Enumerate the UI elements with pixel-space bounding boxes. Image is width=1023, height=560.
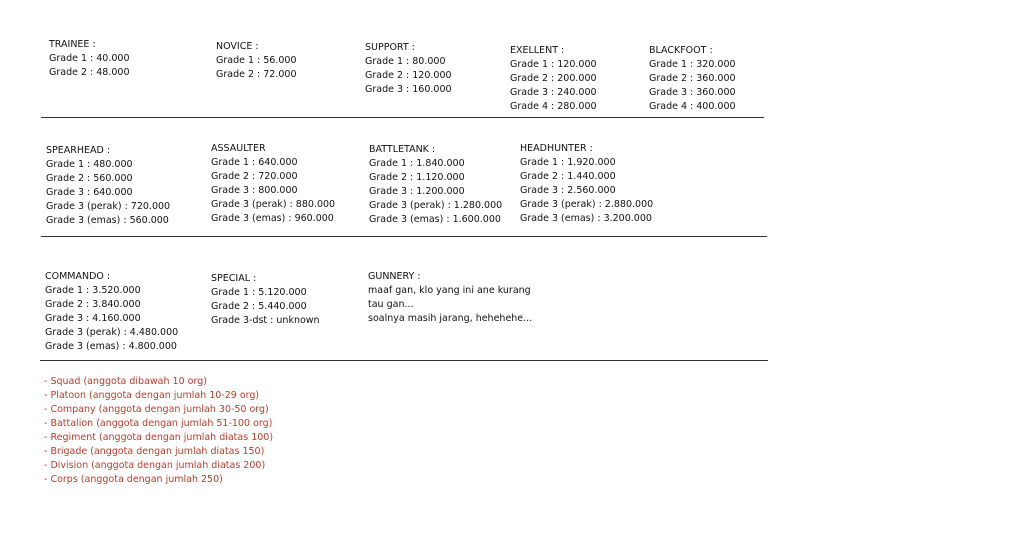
grade-line: Grade 3 (emas) : 4.800.000: [45, 341, 177, 352]
grade-line: Grade 3-dst : unknown: [211, 315, 320, 326]
grade-line: Grade 1 : 80.000: [365, 56, 446, 67]
rank-block-trainee: [49, 38, 130, 80]
list-item: - Company (anggota dengan jumlah 30-50 org): [44, 404, 269, 415]
rank-title: BATTLETANK :: [369, 144, 436, 155]
list-item: - Battalion (anggota dengan jumlah 51-100 org): [44, 418, 273, 429]
grade-line: Grade 2 : 200.000: [510, 73, 597, 84]
grade-line: Grade 3 (emas) : 1.600.000: [369, 214, 501, 225]
rank-block-support: [365, 41, 452, 97]
grade-line: Grade 3 (emas) : 3.200.000: [520, 213, 652, 224]
grade-line: Grade 3 (perak) : 1.280.000: [369, 200, 503, 211]
unit-size-list: [44, 375, 273, 487]
note-line: maaf gan, klo yang ini ane kurang: [368, 285, 531, 296]
grade-line: Grade 3 (perak) : 4.480.000: [45, 327, 179, 338]
grade-line: Grade 4 : 280.000: [510, 101, 597, 112]
grade-line: Grade 1 : 3.520.000: [45, 285, 141, 296]
rank-block-novice: [216, 40, 297, 82]
list-item: - Brigade (anggota dengan jumlah diatas 150): [44, 446, 265, 457]
rank-block-blackfoot: [649, 44, 736, 114]
grade-line: Grade 3 : 160.000: [365, 84, 452, 95]
grade-line: Grade 1 : 5.120.000: [211, 287, 307, 298]
section-divider: [40, 360, 768, 361]
grade-line: Grade 1 : 40.000: [49, 53, 130, 64]
grade-line: Grade 3 (perak) : 720.000: [46, 201, 171, 212]
grade-line: Grade 3 : 4.160.000: [45, 313, 141, 324]
grade-line: Grade 3 : 800.000: [211, 185, 298, 196]
grade-line: Grade 3 : 1.200.000: [369, 186, 465, 197]
rank-block-commando: [45, 270, 178, 354]
grade-line: Grade 2 : 720.000: [211, 171, 298, 182]
grade-line: Grade 2 : 72.000: [216, 69, 297, 80]
rank-title: SPECIAL :: [211, 273, 257, 284]
grade-line: Grade 3 (emas) : 560.000: [46, 215, 169, 226]
grade-line: Grade 1 : 1.920.000: [520, 157, 616, 168]
grade-line: Grade 2 : 48.000: [49, 67, 130, 78]
list-item: - Squad (anggota dibawah 10 org): [44, 376, 207, 387]
rank-title: TRAINEE :: [49, 39, 96, 50]
rank-title: BLACKFOOT :: [649, 45, 713, 56]
grade-line: Grade 1 : 480.000: [46, 159, 133, 170]
grade-line: Grade 3 (emas) : 960.000: [211, 213, 334, 224]
grade-line: Grade 2 : 560.000: [46, 173, 133, 184]
list-item: - Corps (anggota dengan jumlah 250): [44, 474, 223, 485]
list-item: - Regiment (anggota dengan jumlah diatas 100): [44, 432, 274, 443]
grade-line: Grade 2 : 120.000: [365, 70, 452, 81]
grade-line: Grade 4 : 400.000: [649, 101, 736, 112]
grade-line: Grade 3 (perak) : 880.000: [211, 199, 336, 210]
rank-title: GUNNERY :: [368, 271, 421, 282]
rank-title: HEADHUNTER :: [520, 143, 593, 154]
grade-line: Grade 2 : 1.120.000: [369, 172, 465, 183]
rank-title: SUPPORT :: [365, 42, 415, 53]
grade-line: Grade 2 : 3.840.000: [45, 299, 141, 310]
rank-block-gunnery: [368, 270, 532, 326]
note-line: soalnya masih jarang, hehehehe...: [368, 313, 533, 324]
grade-line: Grade 1 : 640.000: [211, 157, 298, 168]
rank-title: ASSAULTER: [211, 143, 266, 154]
rank-block-assaulter: [211, 142, 335, 226]
grade-line: Grade 2 : 1.440.000: [520, 171, 616, 182]
grade-line: Grade 3 : 640.000: [46, 187, 133, 198]
grade-line: Grade 2 : 5.440.000: [211, 301, 307, 312]
rank-title: SPEARHEAD :: [46, 145, 111, 156]
list-item: - Division (anggota dengan jumlah diatas 200): [44, 460, 266, 471]
grade-line: Grade 1 : 1.840.000: [369, 158, 465, 169]
rank-block-battletank: [369, 143, 502, 227]
grade-line: Grade 3 : 360.000: [649, 87, 736, 98]
rank-block-spearhead: [46, 144, 170, 228]
grade-line: Grade 1 : 56.000: [216, 55, 297, 66]
rank-title: NOVICE :: [216, 41, 259, 52]
grade-line: Grade 3 : 2.560.000: [520, 185, 616, 196]
rank-block-exellent: [510, 44, 597, 114]
rank-title: COMMANDO :: [45, 271, 111, 282]
rank-title: EXELLENT :: [510, 45, 565, 56]
grade-line: Grade 1 : 120.000: [510, 59, 597, 70]
grade-line: Grade 2 : 360.000: [649, 73, 736, 84]
grade-line: Grade 3 : 240.000: [510, 87, 597, 98]
list-item: - Platoon (anggota dengan jumlah 10-29 org): [44, 390, 260, 401]
rank-block-headhunter: [520, 142, 653, 226]
rank-block-special: [211, 272, 320, 328]
grade-line: Grade 1 : 320.000: [649, 59, 736, 70]
section-divider: [41, 117, 764, 118]
grade-line: Grade 3 (perak) : 2.880.000: [520, 199, 654, 210]
note-line: tau gan...: [368, 299, 414, 310]
section-divider: [41, 236, 767, 237]
